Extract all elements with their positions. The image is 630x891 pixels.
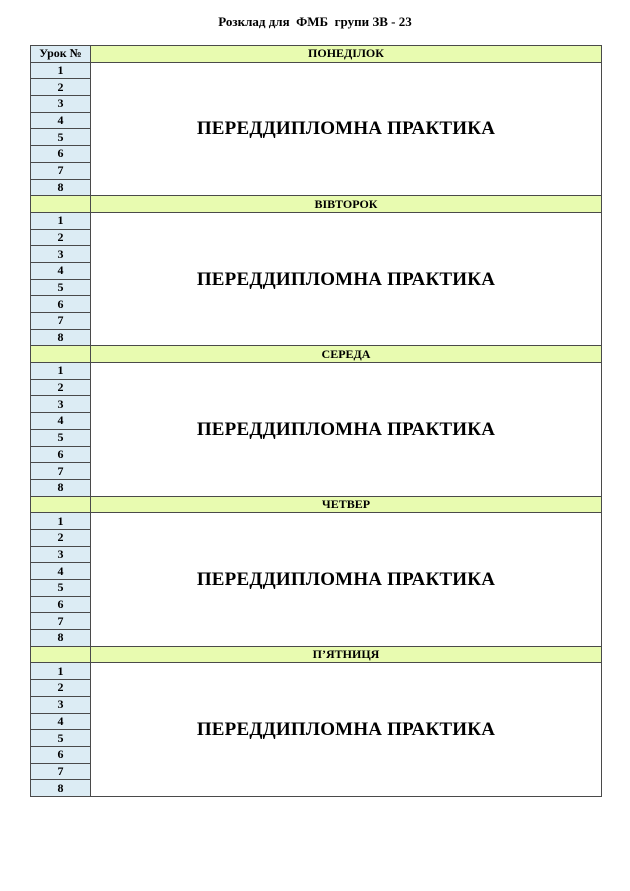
lesson-number: 2 xyxy=(31,79,91,96)
lesson-number: 3 xyxy=(31,396,91,413)
day-header-row xyxy=(31,496,602,513)
day-header: ВІВТОРОК xyxy=(91,196,602,213)
lesson-number: 5 xyxy=(31,429,91,446)
schedule-table xyxy=(30,45,602,797)
lesson-number: 7 xyxy=(31,613,91,630)
lesson-row xyxy=(31,513,602,530)
lesson-number: 4 xyxy=(31,112,91,129)
lesson-number: 6 xyxy=(31,146,91,163)
lesson-number: 7 xyxy=(31,162,91,179)
lesson-number: 4 xyxy=(31,713,91,730)
lesson-number: 4 xyxy=(31,262,91,279)
lesson-number: 2 xyxy=(31,529,91,546)
lesson-number: 8 xyxy=(31,479,91,496)
activity-cell: ПЕРЕДДИПЛОМНА ПРАКТИКА xyxy=(91,663,602,797)
day-header: СЕРЕДА xyxy=(91,346,602,363)
lesson-number: 2 xyxy=(31,680,91,697)
table-header-row xyxy=(31,46,602,63)
day-header-row xyxy=(31,346,602,363)
lesson-number: 3 xyxy=(31,546,91,563)
activity-cell: ПЕРЕДДИПЛОМНА ПРАКТИКА xyxy=(91,513,602,647)
lesson-number: 6 xyxy=(31,296,91,313)
lesson-number: 5 xyxy=(31,129,91,146)
day-header: ПОНЕДІЛОК xyxy=(91,46,602,63)
lesson-number: 6 xyxy=(31,446,91,463)
lesson-number: 6 xyxy=(31,746,91,763)
lesson-number: 7 xyxy=(31,763,91,780)
lesson-number: 6 xyxy=(31,596,91,613)
lesson-number: 5 xyxy=(31,580,91,597)
lesson-number: 7 xyxy=(31,313,91,330)
day-header-spacer xyxy=(31,196,91,213)
lesson-number: 2 xyxy=(31,229,91,246)
day-header: ЧЕТВЕР xyxy=(91,496,602,513)
lesson-number: 2 xyxy=(31,379,91,396)
lesson-number: 8 xyxy=(31,179,91,196)
day-header-row xyxy=(31,196,602,213)
lesson-number: 5 xyxy=(31,279,91,296)
page-title: Розклад для ФМБ групи ЗВ - 23 xyxy=(218,14,412,29)
lesson-number: 8 xyxy=(31,329,91,346)
lesson-number: 4 xyxy=(31,413,91,430)
lesson-row xyxy=(31,663,602,680)
lesson-row xyxy=(31,363,602,380)
day-header-spacer xyxy=(31,646,91,663)
lesson-row xyxy=(31,62,602,79)
lesson-number: 1 xyxy=(31,62,91,79)
lesson-number: 3 xyxy=(31,96,91,113)
lesson-number-header: Урок № xyxy=(31,46,91,63)
lesson-number: 4 xyxy=(31,563,91,580)
activity-cell: ПЕРЕДДИПЛОМНА ПРАКТИКА xyxy=(91,212,602,346)
lesson-number: 7 xyxy=(31,463,91,480)
lesson-number: 1 xyxy=(31,363,91,380)
day-header-spacer xyxy=(31,346,91,363)
day-header-spacer xyxy=(31,496,91,513)
lesson-number: 3 xyxy=(31,696,91,713)
lesson-number: 1 xyxy=(31,513,91,530)
lesson-row xyxy=(31,212,602,229)
lesson-number: 8 xyxy=(31,780,91,797)
lesson-number: 5 xyxy=(31,730,91,747)
day-header-row xyxy=(31,646,602,663)
activity-cell: ПЕРЕДДИПЛОМНА ПРАКТИКА xyxy=(91,62,602,196)
activity-cell: ПЕРЕДДИПЛОМНА ПРАКТИКА xyxy=(91,363,602,497)
lesson-number: 8 xyxy=(31,630,91,647)
lesson-number: 1 xyxy=(31,663,91,680)
lesson-number: 1 xyxy=(31,212,91,229)
lesson-number: 3 xyxy=(31,246,91,263)
day-header: П’ЯТНИЦЯ xyxy=(91,646,602,663)
